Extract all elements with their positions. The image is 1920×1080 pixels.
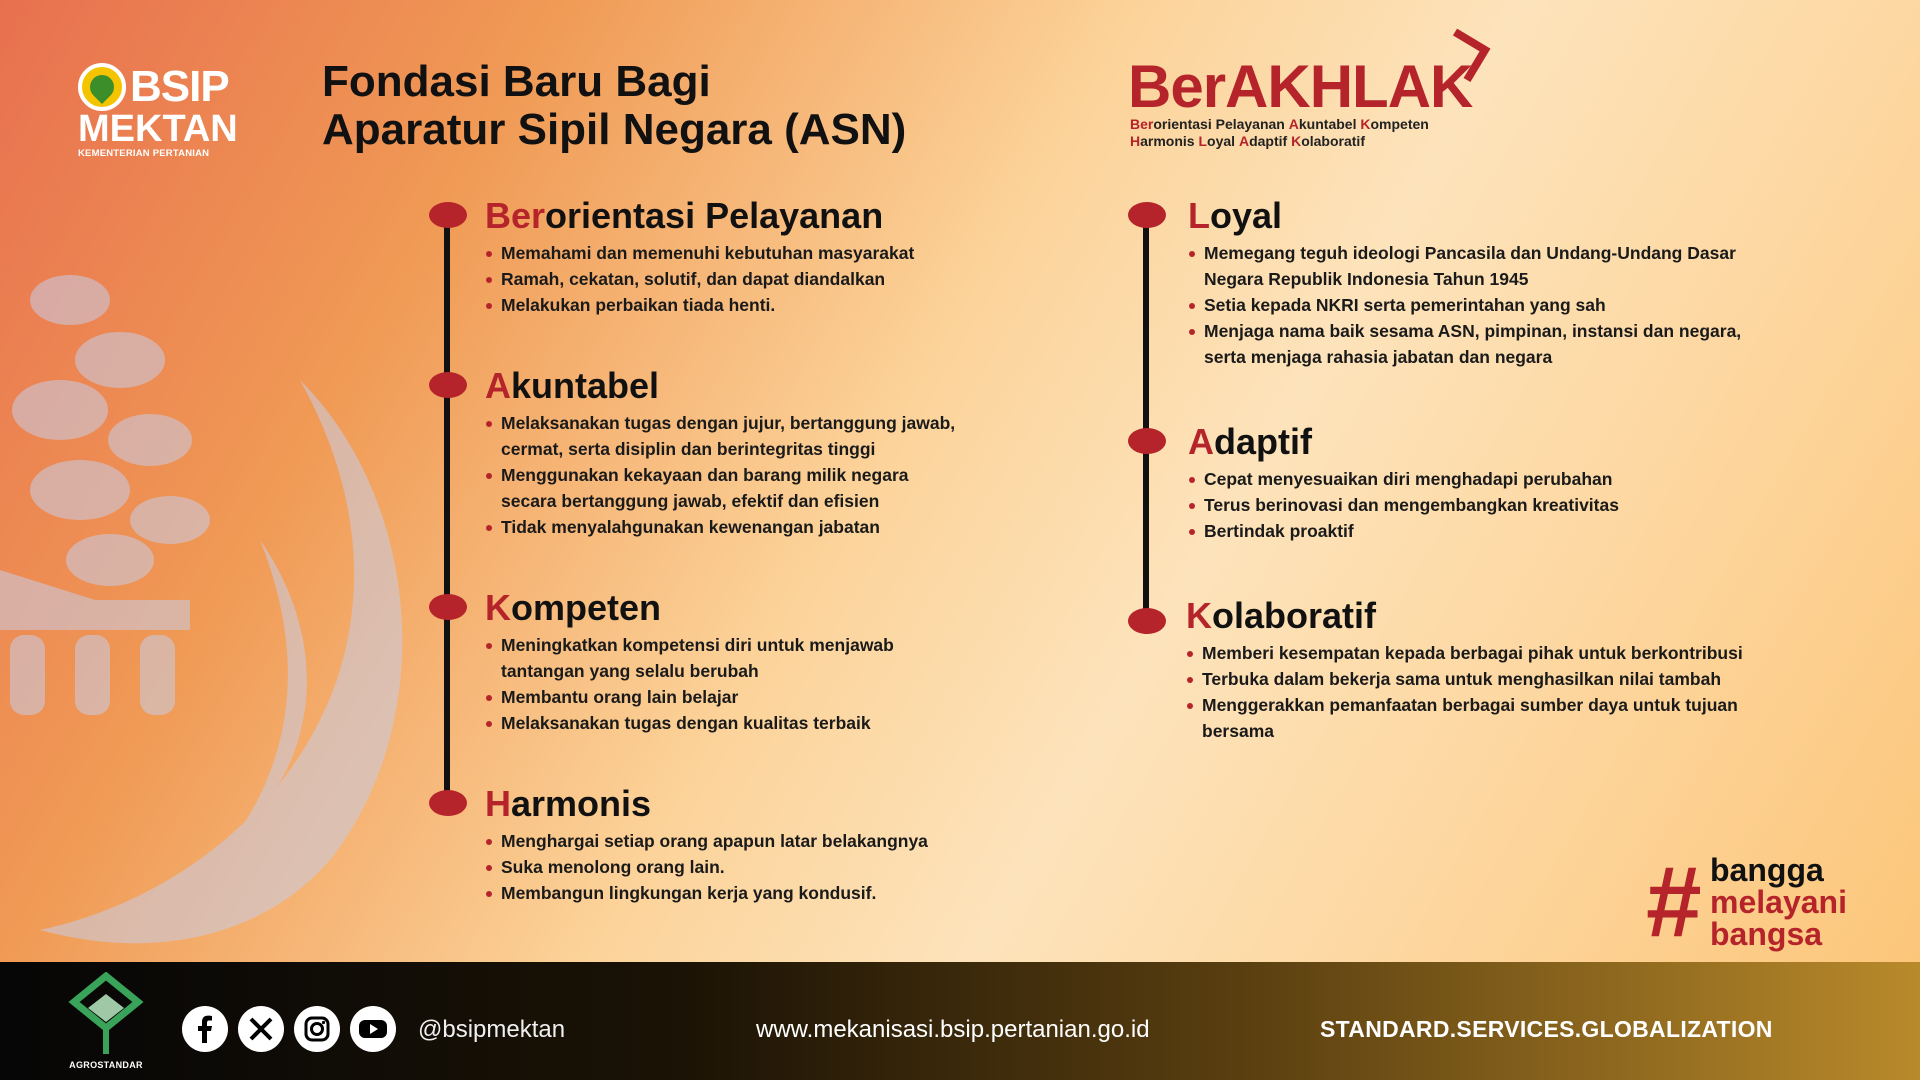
instagram-icon[interactable] [294, 1006, 340, 1052]
section-title-initial: A [1188, 421, 1214, 462]
tagline-word-rest: kuntabel [1298, 116, 1361, 132]
social-handle: @bsipmektan [418, 1016, 566, 1043]
section-kolaboratif [1186, 596, 1776, 744]
tagline-initial: K [1291, 133, 1302, 149]
list-item: Melaksanakan tugas dengan kualitas terbaik [485, 710, 925, 736]
tagline-word-rest: olaboratif [1301, 133, 1365, 149]
list-item: Ramah, cekatan, solutif, dan dapat diandalkan [485, 266, 914, 292]
list-item: Menjaga nama baik sesama ASN, pimpinan, instansi dan negara, serta menjaga rahasia jabatan dan negara [1188, 318, 1768, 370]
section-title-rest: kuntabel [511, 365, 660, 406]
section-items [1188, 240, 1768, 370]
tagline-word-rest: oyal [1207, 133, 1239, 149]
agrostandar-logo [66, 972, 146, 1076]
section-title-initial: K [485, 587, 511, 628]
section-items [485, 632, 925, 736]
section-title-initial: A [485, 365, 511, 406]
tagline-word-rest: ompeten [1370, 116, 1429, 132]
section-items [1188, 466, 1619, 544]
page-title [322, 58, 906, 154]
tagline-initial: A [1288, 116, 1299, 132]
section-title [1186, 596, 1776, 636]
tagline-initial: H [1130, 133, 1141, 149]
list-item: Terbuka dalam bekerja sama untuk menghasilkan nilai tambah [1186, 666, 1776, 692]
section-loyal [1188, 196, 1768, 370]
list-item: Melakukan perbaikan tiada henti. [485, 292, 914, 318]
list-item: Memegang teguh ideologi Pancasila dan Undang-Undang Dasar Negara Republik Indonesia Tahun 1945 [1188, 240, 1768, 292]
list-item: Suka menolong orang lain. [485, 854, 928, 880]
tagline-initial: L [1198, 133, 1208, 149]
timeline-dot [1128, 428, 1166, 454]
timeline-dot [1128, 608, 1166, 634]
section-title-rest: ompeten [511, 587, 662, 628]
list-item: Meningkatkan kompetensi diri untuk menjawab tantangan yang selalu berubah [485, 632, 925, 684]
tagline-word-rest: armonis [1140, 133, 1199, 149]
timeline-dot [429, 594, 467, 620]
section-title [485, 784, 928, 824]
list-item: Terus berinovasi dan mengembangkan kreativitas [1188, 492, 1619, 518]
section-title [485, 196, 914, 236]
timeline-dot [1128, 202, 1166, 228]
facebook-icon[interactable] [182, 1006, 228, 1052]
tagline-line-1 [1130, 116, 1429, 133]
tagline-word-rest: daptif [1249, 133, 1292, 149]
section-title-rest: oyal [1210, 195, 1283, 236]
timeline-dot [429, 202, 467, 228]
title-line-1: Fondasi Baru Bagi [322, 57, 711, 106]
website-link[interactable]: www.mekanisasi.bsip.pertanian.go.id [756, 1016, 1150, 1043]
timeline-dot [429, 372, 467, 398]
section-title [485, 588, 925, 628]
youtube-icon[interactable] [350, 1006, 396, 1052]
list-item: Menggunakan kekayaan dan barang milik negara secara bertanggung jawab, efektif dan efisien [485, 462, 965, 514]
list-item: Melaksanakan tugas dengan jujur, bertanggung jawab, cermat, serta disiplin dan berintegritas tinggi [485, 410, 965, 462]
section-title-initial: H [485, 783, 511, 824]
tagline-word-rest: orientasi Pelayanan [1153, 116, 1289, 132]
section-title-rest: olaboratif [1212, 595, 1377, 636]
list-item: Memberi kesempatan kepada berbagai pihak untuk berkontribusi [1186, 640, 1776, 666]
tagline-initial: A [1238, 133, 1250, 149]
section-title [1188, 196, 1768, 236]
section-items [485, 410, 965, 540]
list-item: Membantu orang lain belajar [485, 684, 925, 710]
bsip-mektan-logo [78, 62, 238, 162]
hashtag-icon: # [1646, 846, 1702, 958]
list-item: Bertindak proaktif [1188, 518, 1619, 544]
section-adaptif [1188, 422, 1619, 544]
section-kompeten [485, 588, 925, 736]
section-title-rest: orientasi Pelayanan [545, 195, 884, 236]
timeline-dot [429, 790, 467, 816]
tagline-initial: Ber [1130, 116, 1154, 132]
section-title-initial: Ber [485, 195, 546, 236]
tagline-line-2 [1130, 133, 1429, 150]
logo-mektan-text: MEKTAN [78, 108, 238, 150]
bangga-words [1710, 854, 1847, 950]
list-item: Setia kepada NKRI serta pemerintahan yang sah [1188, 292, 1768, 318]
berakhlak-brand [1128, 28, 1488, 158]
berakhlak-tagline [1130, 116, 1429, 150]
timeline-line-right [1143, 214, 1149, 620]
section-title-initial: K [1186, 595, 1212, 636]
agrostandar-text: AGROSTANDAR [69, 1060, 143, 1070]
list-item: Cepat menyesuaikan diri menghadapi perubahan [1188, 466, 1619, 492]
section-berorientasi-pelayanan [485, 196, 914, 318]
list-item: Memahami dan memenuhi kebutuhan masyarakat [485, 240, 914, 266]
logo-subtitle: KEMENTERIAN PERTANIAN [78, 148, 210, 159]
section-title-rest: daptif [1214, 421, 1312, 462]
list-item: Tidak menyalahgunakan kewenangan jabatan [485, 514, 965, 540]
section-items [485, 240, 914, 318]
bangga-melayani-bangsa-logo [1646, 846, 1856, 958]
section-title [1188, 422, 1619, 462]
bangga-word-1: bangga [1710, 852, 1824, 888]
list-item: Membangun lingkungan kerja yang kondusif. [485, 880, 928, 906]
bsip-emblem-icon [78, 63, 126, 111]
logo-bsip-text: BSIP [130, 62, 229, 111]
section-items [1186, 640, 1776, 744]
section-title-rest: armonis [511, 783, 652, 824]
timeline-line-left [444, 214, 450, 804]
section-items [485, 828, 928, 906]
title-line-2: Aparatur Sipil Negara (ASN) [322, 105, 907, 154]
section-title-initial: L [1188, 195, 1210, 236]
tagline-initial: K [1360, 116, 1371, 132]
footer-bar [0, 962, 1920, 1080]
berakhlak-wordmark: BerAKHLAK [1128, 53, 1473, 120]
agrostandar-emblem-icon [66, 972, 146, 1058]
x-icon[interactable] [238, 1006, 284, 1052]
bangga-word-2: melayani [1710, 884, 1847, 920]
list-item: Menggerakkan pemanfaatan berbagai sumber daya untuk tujuan bersama [1186, 692, 1776, 744]
footer-slogan: STANDARD.SERVICES.GLOBALIZATION [1320, 1016, 1773, 1042]
bangga-word-3: bangsa [1710, 916, 1823, 952]
list-item: Menghargai setiap orang apapun latar belakangnya [485, 828, 928, 854]
garuda-watermark-icon [0, 240, 460, 960]
section-harmonis [485, 784, 928, 906]
section-akuntabel [485, 366, 965, 540]
section-title [485, 366, 965, 406]
